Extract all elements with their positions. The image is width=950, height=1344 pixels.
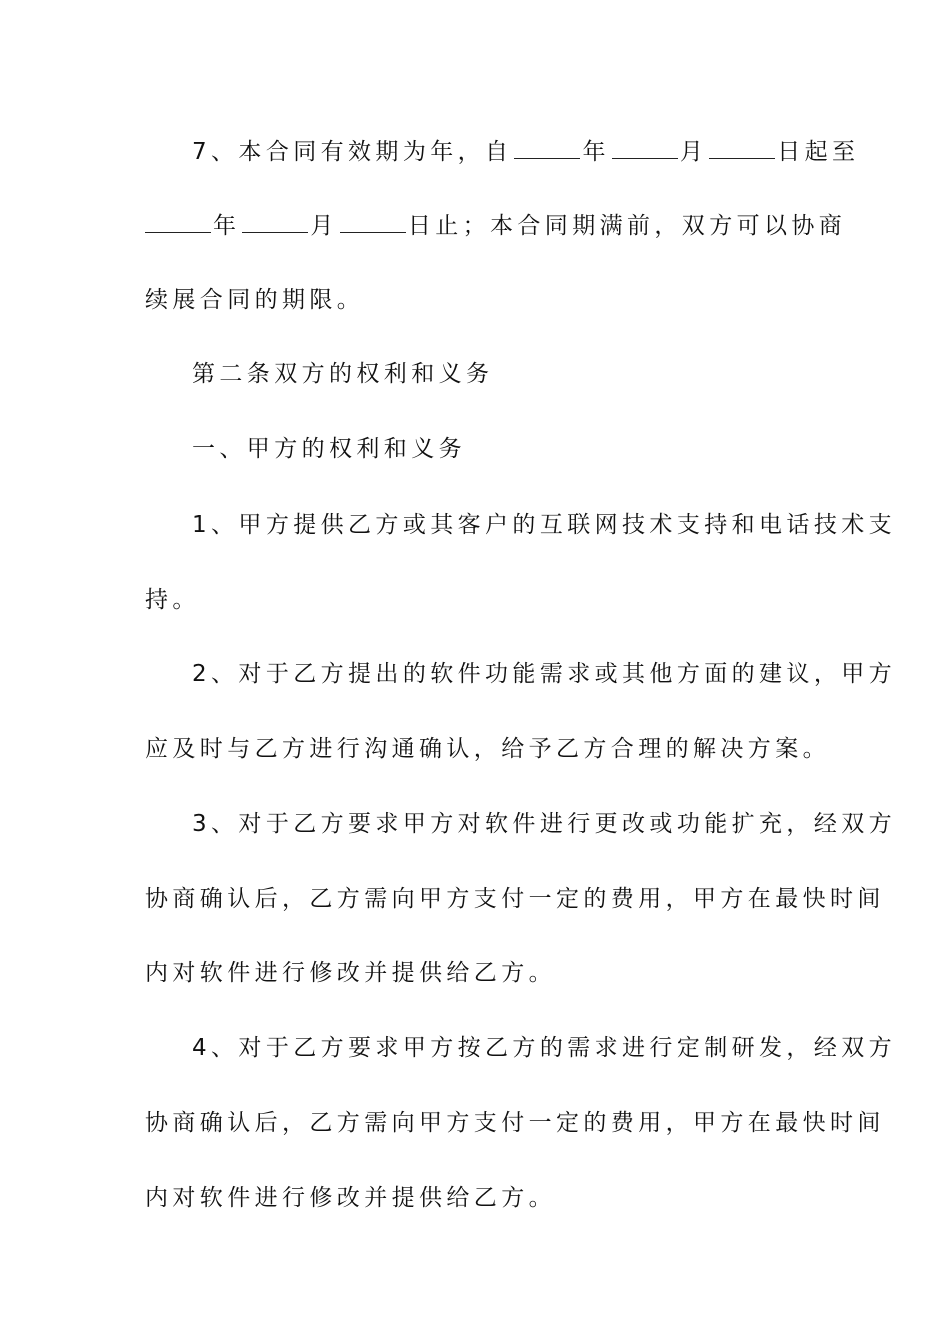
year-label: 年 (582, 139, 610, 165)
item3-line1: 3、对于乙方要求甲方对软件进行更改或功能扩充，经双方 (192, 811, 897, 837)
item4-line2: 协商确认后，乙方需向甲方支付一定的费用，甲方在最快时间 (145, 1110, 885, 1136)
item3-line3: 内对软件进行修改并提供给乙方。 (145, 960, 556, 986)
item1-line1: 1、甲方提供乙方或其客户的互联网技术支持和电话技术支 (192, 512, 897, 538)
month-label: 月 (679, 139, 708, 165)
blank-day-start (709, 138, 775, 159)
clause7-text: 7、本合同有效期为年，自 (192, 139, 513, 165)
item2-line1: 2、对于乙方提出的软件功能需求或其他方面的建议，甲方 (192, 661, 897, 687)
blank-month-start (612, 138, 678, 159)
article2-title: 第二条双方的权利和义务 (192, 361, 494, 387)
clause7-line1 (192, 136, 860, 168)
day-label: 日起至 (777, 139, 860, 165)
blank-month-end (242, 212, 308, 233)
clause7-line3: 续展合同的期限。 (145, 287, 365, 313)
item4-line1: 4、对于乙方要求甲方按乙方的需求进行定制研发，经双方 (192, 1035, 897, 1061)
section1-title: 一、甲方的权利和义务 (192, 436, 466, 462)
item3-line2: 协商确认后，乙方需向甲方支付一定的费用，甲方在最快时间 (145, 886, 885, 912)
year-label: 年 (213, 213, 241, 239)
month-label: 月 (310, 213, 338, 239)
clause7-line2 (145, 210, 847, 242)
blank-day-end (340, 212, 406, 233)
item2-line2: 应及时与乙方进行沟通确认，给予乙方合理的解决方案。 (145, 736, 830, 762)
item1-line2: 持。 (145, 587, 200, 613)
item4-line3: 内对软件进行修改并提供给乙方。 (145, 1185, 556, 1211)
clause7-text: 日止；本合同期满前，双方可以协商 (407, 213, 847, 239)
blank-year-end (145, 212, 211, 233)
blank-year-start (514, 138, 580, 159)
